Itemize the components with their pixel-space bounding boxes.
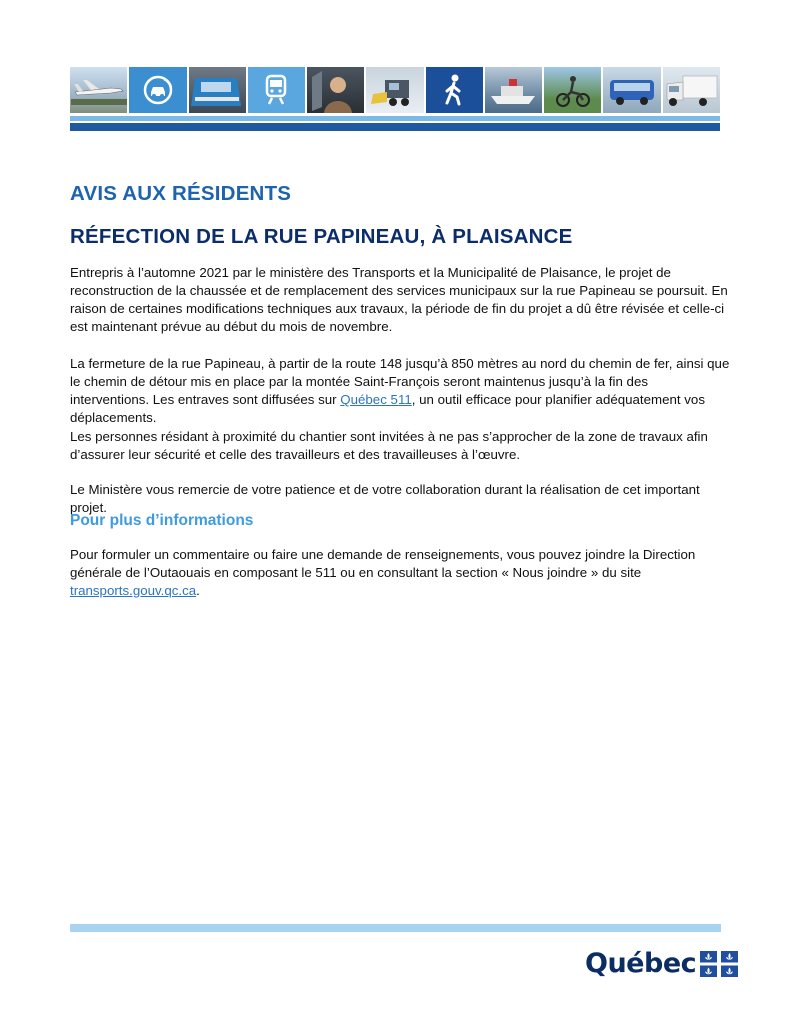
header-rule-light (70, 116, 720, 121)
train-icon (248, 67, 305, 113)
document-title: AVIS AUX RÉSIDENTS (70, 182, 292, 205)
paragraph-2-text-before: La fermeture de la rue Papineau, à partir de la route 148 jusqu’à 850 mètres au nord du chemin de fer, ainsi que le chemin de détour mis en place par la montée Saint-François seront maintenus jusqu’à la fin des interventions. Les entraves sont diffusées sur (70, 356, 730, 407)
paragraph-2 (70, 355, 730, 427)
ferry-icon (485, 67, 542, 113)
bus-icon (603, 67, 660, 113)
info-heading: Pour plus d’informations (70, 512, 254, 529)
snowplow-icon (366, 67, 423, 113)
pedestrian-icon (426, 67, 483, 113)
plane-icon (70, 67, 127, 113)
paragraph-5-text-before: Pour formuler un commentaire ou faire une demande de renseignements, vous pouvez joindre la Direction générale de l’Outaouais en composant le 511 ou en consultant la section « Nous joindre » du site (70, 547, 696, 580)
header-rule-dark (70, 123, 720, 131)
truck-icon (663, 67, 720, 113)
quebec-logo (585, 948, 738, 979)
quebec-wordmark: Québec (585, 948, 697, 979)
footer-rule (70, 924, 721, 932)
paragraph-5 (70, 546, 730, 600)
subway-train-icon (189, 67, 246, 113)
paragraph-2-text-after: , un outil efficace pour planifier adéquatement vos déplacements. (70, 392, 705, 425)
paragraph-1: Entrepris à l’automne 2021 par le ministère des Transports et la Municipalité de Plaisance, le projet de reconstruction de la chaussée et de remplacement des services municipaux sur la rue Papineau se poursuit. En raison de certaines modifications techniques aux travaux, la période de fin du projet a dû être révisée et celle-ci est maintenant prévue au début du mois de novembre. (70, 265, 728, 334)
transports-website-link[interactable]: transports.gouv.qc.ca (70, 583, 197, 598)
driver-icon (307, 67, 364, 113)
fleur-de-lis-flag-icon (700, 951, 738, 977)
transport-banner (70, 67, 720, 113)
cyclist-icon (544, 67, 601, 113)
paragraph-5-text-after: . (196, 583, 200, 598)
car-circle-icon (129, 67, 186, 113)
document-subtitle: RÉFECTION DE LA RUE PAPINEAU, À PLAISANCE (70, 225, 573, 248)
quebec-511-link[interactable]: Québec 511 (340, 392, 412, 407)
paragraph-3: Les personnes résidant à proximité du chantier sont invitées à ne pas s’approcher de la zone de travaux afin d’assurer leur sécurité et celle des travailleurs et des travailleuses à l’œuvre. (70, 429, 708, 462)
paragraph-4: Le Ministère vous remercie de votre patience et de votre collaboration durant la réalisation de cet important projet. (70, 482, 700, 515)
